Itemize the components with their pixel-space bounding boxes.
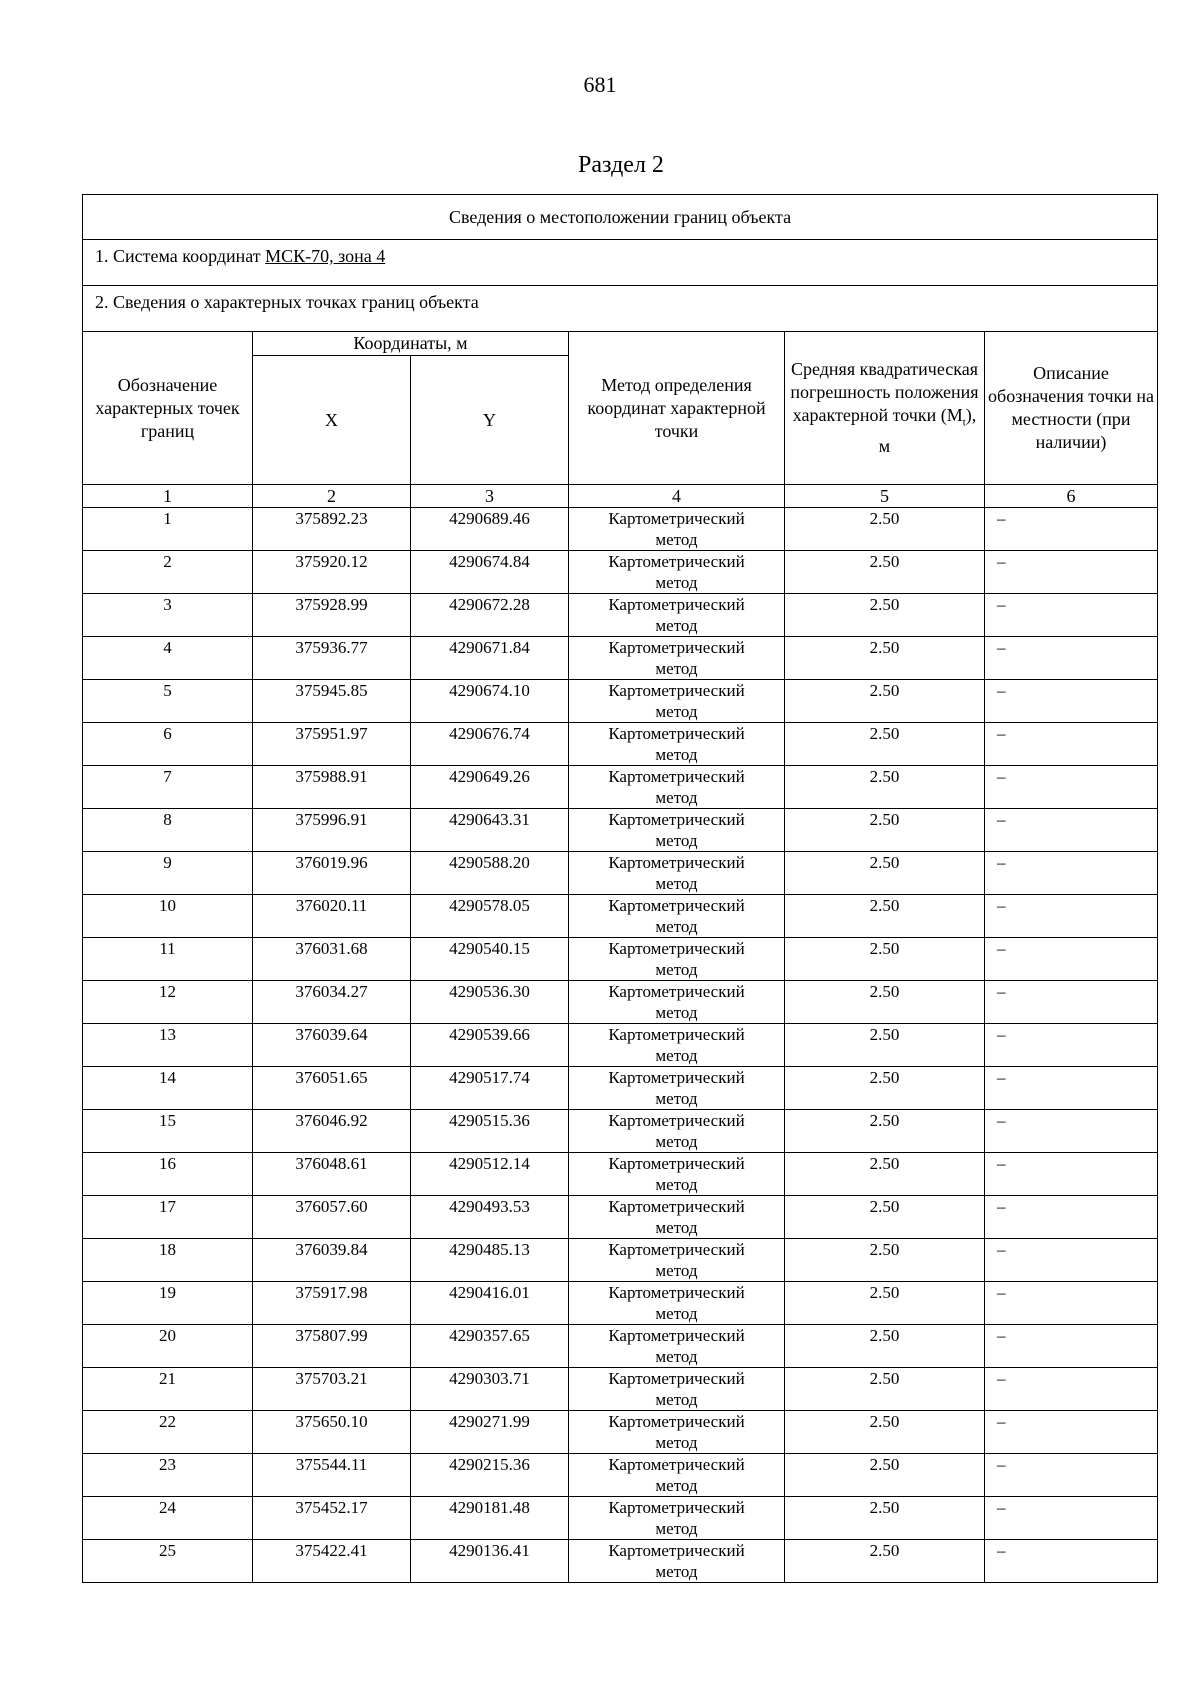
x-coordinate-cell: 375920.12 (253, 551, 411, 594)
error-cell: 2.50 (785, 723, 985, 766)
method-cell (569, 1497, 785, 1540)
description-cell: – (985, 1110, 1158, 1153)
y-coordinate-cell: 4290517.74 (411, 1067, 569, 1110)
error-cell: 2.50 (785, 1282, 985, 1325)
point-number-cell: 7 (83, 766, 253, 809)
point-number-cell: 19 (83, 1282, 253, 1325)
description-cell: – (985, 1411, 1158, 1454)
method-text: Картометрический метод (608, 1498, 745, 1538)
method-text: Картометрический метод (608, 767, 745, 807)
x-coordinate-cell: 375452.17 (253, 1497, 411, 1540)
y-coordinate-cell: 4290540.15 (411, 938, 569, 981)
x-coordinate-cell: 375988.91 (253, 766, 411, 809)
method-cell (569, 594, 785, 637)
method-cell (569, 1110, 785, 1153)
column-number: 1 (83, 485, 253, 508)
point-number-cell: 23 (83, 1454, 253, 1497)
table-row (83, 1024, 1158, 1067)
y-coordinate-cell: 4290215.36 (411, 1454, 569, 1497)
table-title: Сведения о местоположении границ объекта (83, 195, 1158, 240)
error-cell: 2.50 (785, 1454, 985, 1497)
point-number-cell: 25 (83, 1540, 253, 1583)
column-number: 3 (411, 485, 569, 508)
x-coordinate-cell: 376039.84 (253, 1239, 411, 1282)
method-text: Картометрический метод (608, 595, 745, 635)
y-coordinate-cell: 4290671.84 (411, 637, 569, 680)
header-error-text: Средняя квадратическая погрешность положения характерной точки (M (790, 359, 979, 426)
x-coordinate-cell: 375951.97 (253, 723, 411, 766)
point-number-cell: 24 (83, 1497, 253, 1540)
description-cell: – (985, 1454, 1158, 1497)
description-cell: – (985, 1282, 1158, 1325)
method-cell (569, 1239, 785, 1282)
y-coordinate-cell: 4290416.01 (411, 1282, 569, 1325)
table-row (83, 1325, 1158, 1368)
header-description: Описание обозначения точки на местности (при наличии) (985, 332, 1158, 485)
method-text: Картометрический метод (608, 982, 745, 1022)
x-coordinate-cell: 375928.99 (253, 594, 411, 637)
method-cell (569, 852, 785, 895)
table-row (83, 1067, 1158, 1110)
method-cell (569, 1325, 785, 1368)
error-cell: 2.50 (785, 1067, 985, 1110)
point-number-cell: 18 (83, 1239, 253, 1282)
table-row (83, 938, 1158, 981)
header-designation: Обозначение характерных точек границ (83, 332, 253, 485)
method-text: Картометрический метод (608, 853, 745, 893)
error-cell: 2.50 (785, 852, 985, 895)
method-text: Картометрический метод (608, 681, 745, 721)
table-row (83, 551, 1158, 594)
x-coordinate-cell: 376057.60 (253, 1196, 411, 1239)
method-text: Картометрический метод (608, 638, 745, 678)
table-row (83, 895, 1158, 938)
x-coordinate-cell: 376048.61 (253, 1153, 411, 1196)
point-number-cell: 22 (83, 1411, 253, 1454)
x-coordinate-cell: 376051.65 (253, 1067, 411, 1110)
method-text: Картометрический метод (608, 1197, 745, 1237)
description-cell: – (985, 637, 1158, 680)
table-row (83, 981, 1158, 1024)
method-text: Картометрический метод (608, 1283, 745, 1323)
method-text: Картометрический метод (608, 1326, 745, 1366)
points-heading: 2. Сведения о характерных точках границ объекта (83, 286, 1158, 332)
y-coordinate-cell: 4290649.26 (411, 766, 569, 809)
y-coordinate-cell: 4290643.31 (411, 809, 569, 852)
table-row (83, 1454, 1158, 1497)
x-coordinate-cell: 376046.92 (253, 1110, 411, 1153)
table-row (83, 680, 1158, 723)
x-coordinate-cell: 375892.23 (253, 508, 411, 551)
table-row (83, 809, 1158, 852)
y-coordinate-cell: 4290674.10 (411, 680, 569, 723)
error-cell: 2.50 (785, 1024, 985, 1067)
y-coordinate-cell: 4290493.53 (411, 1196, 569, 1239)
method-text: Картометрический метод (608, 1412, 745, 1452)
column-number: 6 (985, 485, 1158, 508)
header-error-subscript: t (962, 416, 966, 429)
method-cell (569, 1454, 785, 1497)
error-cell: 2.50 (785, 1540, 985, 1583)
x-coordinate-cell: 375807.99 (253, 1325, 411, 1368)
description-cell: – (985, 1239, 1158, 1282)
method-cell (569, 637, 785, 680)
method-text: Картометрический метод (608, 552, 745, 592)
x-coordinate-cell: 375544.11 (253, 1454, 411, 1497)
point-number-cell: 13 (83, 1024, 253, 1067)
x-coordinate-cell: 375936.77 (253, 637, 411, 680)
error-cell: 2.50 (785, 680, 985, 723)
table-row (83, 1110, 1158, 1153)
point-number-cell: 21 (83, 1368, 253, 1411)
error-cell: 2.50 (785, 1368, 985, 1411)
table-row (83, 1411, 1158, 1454)
y-coordinate-cell: 4290539.66 (411, 1024, 569, 1067)
method-cell (569, 766, 785, 809)
point-number-cell: 4 (83, 637, 253, 680)
method-cell (569, 809, 785, 852)
y-coordinate-cell: 4290588.20 (411, 852, 569, 895)
column-number: 2 (253, 485, 411, 508)
error-cell: 2.50 (785, 809, 985, 852)
point-number-cell: 15 (83, 1110, 253, 1153)
y-coordinate-cell: 4290689.46 (411, 508, 569, 551)
method-text: Картометрический метод (608, 1455, 745, 1495)
description-cell: – (985, 1497, 1158, 1540)
description-cell: – (985, 1325, 1158, 1368)
point-number-cell: 16 (83, 1153, 253, 1196)
x-coordinate-cell: 375945.85 (253, 680, 411, 723)
description-cell: – (985, 1067, 1158, 1110)
error-cell: 2.50 (785, 1497, 985, 1540)
method-cell (569, 723, 785, 766)
y-coordinate-cell: 4290485.13 (411, 1239, 569, 1282)
description-cell: – (985, 1368, 1158, 1411)
method-cell (569, 1282, 785, 1325)
point-number-cell: 1 (83, 508, 253, 551)
error-cell: 2.50 (785, 981, 985, 1024)
y-coordinate-cell: 4290136.41 (411, 1540, 569, 1583)
error-cell: 2.50 (785, 1411, 985, 1454)
point-number-cell: 20 (83, 1325, 253, 1368)
method-cell (569, 1067, 785, 1110)
description-cell: – (985, 766, 1158, 809)
method-cell (569, 1540, 785, 1583)
method-cell (569, 1411, 785, 1454)
method-text: Картометрический метод (608, 1541, 745, 1581)
description-cell: – (985, 723, 1158, 766)
description-cell: – (985, 981, 1158, 1024)
coordinate-system-label: 1. Система координат (95, 246, 266, 266)
y-coordinate-cell: 4290271.99 (411, 1411, 569, 1454)
y-coordinate-cell: 4290181.48 (411, 1497, 569, 1540)
table-row (83, 852, 1158, 895)
point-number-cell: 2 (83, 551, 253, 594)
table-row (83, 1239, 1158, 1282)
method-text: Картометрический метод (608, 939, 745, 979)
point-number-cell: 11 (83, 938, 253, 981)
description-cell: – (985, 1024, 1158, 1067)
method-cell (569, 938, 785, 981)
x-coordinate-cell: 375996.91 (253, 809, 411, 852)
method-text: Картометрический метод (608, 509, 745, 549)
point-number-cell: 10 (83, 895, 253, 938)
description-cell: – (985, 809, 1158, 852)
page-number: 681 (583, 72, 617, 97)
point-number-cell: 6 (83, 723, 253, 766)
method-text: Картометрический метод (608, 896, 745, 936)
coordinate-system (83, 240, 1158, 286)
y-coordinate-cell: 4290512.14 (411, 1153, 569, 1196)
y-coordinate-cell: 4290676.74 (411, 723, 569, 766)
error-cell: 2.50 (785, 895, 985, 938)
description-cell: – (985, 1196, 1158, 1239)
table-row (83, 723, 1158, 766)
method-cell (569, 895, 785, 938)
description-cell: – (985, 938, 1158, 981)
description-cell: – (985, 680, 1158, 723)
error-cell: 2.50 (785, 766, 985, 809)
x-coordinate-cell: 376034.27 (253, 981, 411, 1024)
table-row (83, 1497, 1158, 1540)
x-coordinate-cell: 376020.11 (253, 895, 411, 938)
method-cell (569, 551, 785, 594)
x-coordinate-cell: 375917.98 (253, 1282, 411, 1325)
method-cell (569, 981, 785, 1024)
table-row (83, 1540, 1158, 1583)
y-coordinate-cell: 4290303.71 (411, 1368, 569, 1411)
table-row (83, 1368, 1158, 1411)
y-coordinate-cell: 4290672.28 (411, 594, 569, 637)
description-cell: – (985, 895, 1158, 938)
table-row (83, 1282, 1158, 1325)
description-cell: – (985, 551, 1158, 594)
method-text: Картометрический метод (608, 1154, 745, 1194)
header-y: Y (411, 356, 569, 485)
point-number-cell: 9 (83, 852, 253, 895)
column-number: 5 (785, 485, 985, 508)
point-number-cell: 17 (83, 1196, 253, 1239)
header-x: X (253, 356, 411, 485)
table-row (83, 1196, 1158, 1239)
header-coordinates: Координаты, м (253, 332, 569, 356)
y-coordinate-cell: 4290357.65 (411, 1325, 569, 1368)
x-coordinate-cell: 375650.10 (253, 1411, 411, 1454)
method-cell (569, 1196, 785, 1239)
y-coordinate-cell: 4290674.84 (411, 551, 569, 594)
table-row (83, 508, 1158, 551)
header-error-unit: ), м (878, 405, 977, 456)
method-cell (569, 508, 785, 551)
error-cell: 2.50 (785, 1110, 985, 1153)
point-number-cell: 8 (83, 809, 253, 852)
error-cell: 2.50 (785, 637, 985, 680)
table-row (83, 637, 1158, 680)
x-coordinate-cell: 375422.41 (253, 1540, 411, 1583)
table-row (83, 1153, 1158, 1196)
section-title: Раздел 2 (578, 152, 664, 178)
error-cell: 2.50 (785, 938, 985, 981)
y-coordinate-cell: 4290515.36 (411, 1110, 569, 1153)
error-cell: 2.50 (785, 1196, 985, 1239)
description-cell: – (985, 852, 1158, 895)
error-cell: 2.50 (785, 1239, 985, 1282)
table-row (83, 594, 1158, 637)
description-cell: – (985, 1153, 1158, 1196)
error-cell: 2.50 (785, 508, 985, 551)
x-coordinate-cell: 376019.96 (253, 852, 411, 895)
boundary-points-table (82, 194, 1158, 1583)
method-text: Картометрический метод (608, 1369, 745, 1409)
error-cell: 2.50 (785, 1153, 985, 1196)
y-coordinate-cell: 4290578.05 (411, 895, 569, 938)
description-cell: – (985, 594, 1158, 637)
method-cell (569, 1368, 785, 1411)
column-number: 4 (569, 485, 785, 508)
description-cell: – (985, 1540, 1158, 1583)
method-text: Картометрический метод (608, 1068, 745, 1108)
point-number-cell: 14 (83, 1067, 253, 1110)
method-cell (569, 680, 785, 723)
method-text: Картометрический метод (608, 810, 745, 850)
point-number-cell: 3 (83, 594, 253, 637)
method-text: Картометрический метод (608, 1111, 745, 1151)
x-coordinate-cell: 376039.64 (253, 1024, 411, 1067)
method-text: Картометрический метод (608, 724, 745, 764)
method-cell (569, 1153, 785, 1196)
header-method: Метод определения координат характерной точки (569, 332, 785, 485)
column-numbers-row (83, 485, 1158, 508)
coordinate-system-value: МСК-70, зона 4 (265, 246, 386, 266)
x-coordinate-cell: 375703.21 (253, 1368, 411, 1411)
point-number-cell: 5 (83, 680, 253, 723)
error-cell: 2.50 (785, 551, 985, 594)
method-text: Картометрический метод (608, 1240, 745, 1280)
method-text: Картометрический метод (608, 1025, 745, 1065)
description-cell: – (985, 508, 1158, 551)
y-coordinate-cell: 4290536.30 (411, 981, 569, 1024)
table-row (83, 766, 1158, 809)
point-number-cell: 12 (83, 981, 253, 1024)
error-cell: 2.50 (785, 594, 985, 637)
error-cell: 2.50 (785, 1325, 985, 1368)
header-error (785, 332, 985, 485)
method-cell (569, 1024, 785, 1067)
x-coordinate-cell: 376031.68 (253, 938, 411, 981)
